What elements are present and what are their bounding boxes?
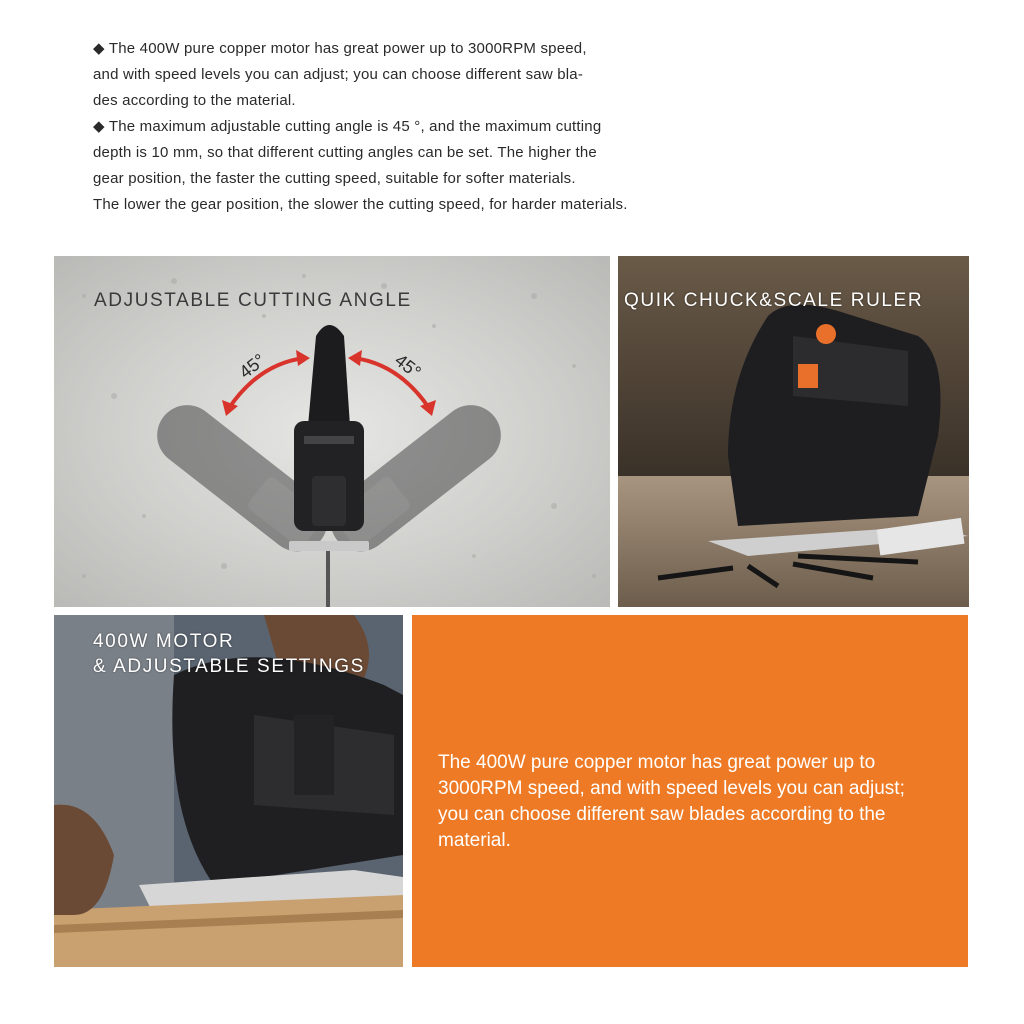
description-text [438, 750, 958, 854]
intro-line: The lower the gear position, the slower the cutting speed, for harder materials. [93, 196, 628, 213]
intro-line: depth is 10 mm, so that different cutting angles can be set. The higher the [93, 144, 597, 161]
description-panel [412, 615, 968, 967]
right-angle-label: 45° [391, 349, 425, 383]
panel-title: QUIK CHUCK&SCALE RULER [624, 290, 924, 311]
intro-line: gear position, the faster the cutting speed, suitable for softer materials. [93, 170, 576, 187]
description-line: 3000RPM speed, and with speed levels you can adjust; [438, 778, 905, 799]
motor-panel [54, 615, 403, 967]
left-angle-label: 45° [235, 349, 270, 383]
panel-title: ADJUSTABLE CUTTING ANGLE [94, 290, 412, 311]
intro-line: ◆ The 400W pure copper motor has great power up to 3000RPM speed, [93, 40, 587, 57]
panel-title-line: 400W MOTOR [93, 631, 235, 652]
intro-text [93, 36, 773, 218]
quick-chuck-panel [618, 256, 969, 607]
jigsaw-front-view [289, 325, 369, 607]
panel-title [93, 629, 365, 679]
cutting-angle-panel [54, 256, 610, 607]
intro-line: des according to the material. [93, 92, 296, 109]
panel-title-line: & ADJUSTABLE SETTINGS [93, 656, 365, 677]
description-line: material. [438, 830, 511, 851]
intro-line: and with speed levels you can adjust; you can choose different saw bla- [93, 66, 584, 83]
description-line: you can choose different saw blades according to the [438, 804, 886, 825]
description-line: The 400W pure copper motor has great power up to [438, 752, 876, 773]
intro-line: ◆ The maximum adjustable cutting angle is 45 °, and the maximum cutting [93, 118, 602, 135]
